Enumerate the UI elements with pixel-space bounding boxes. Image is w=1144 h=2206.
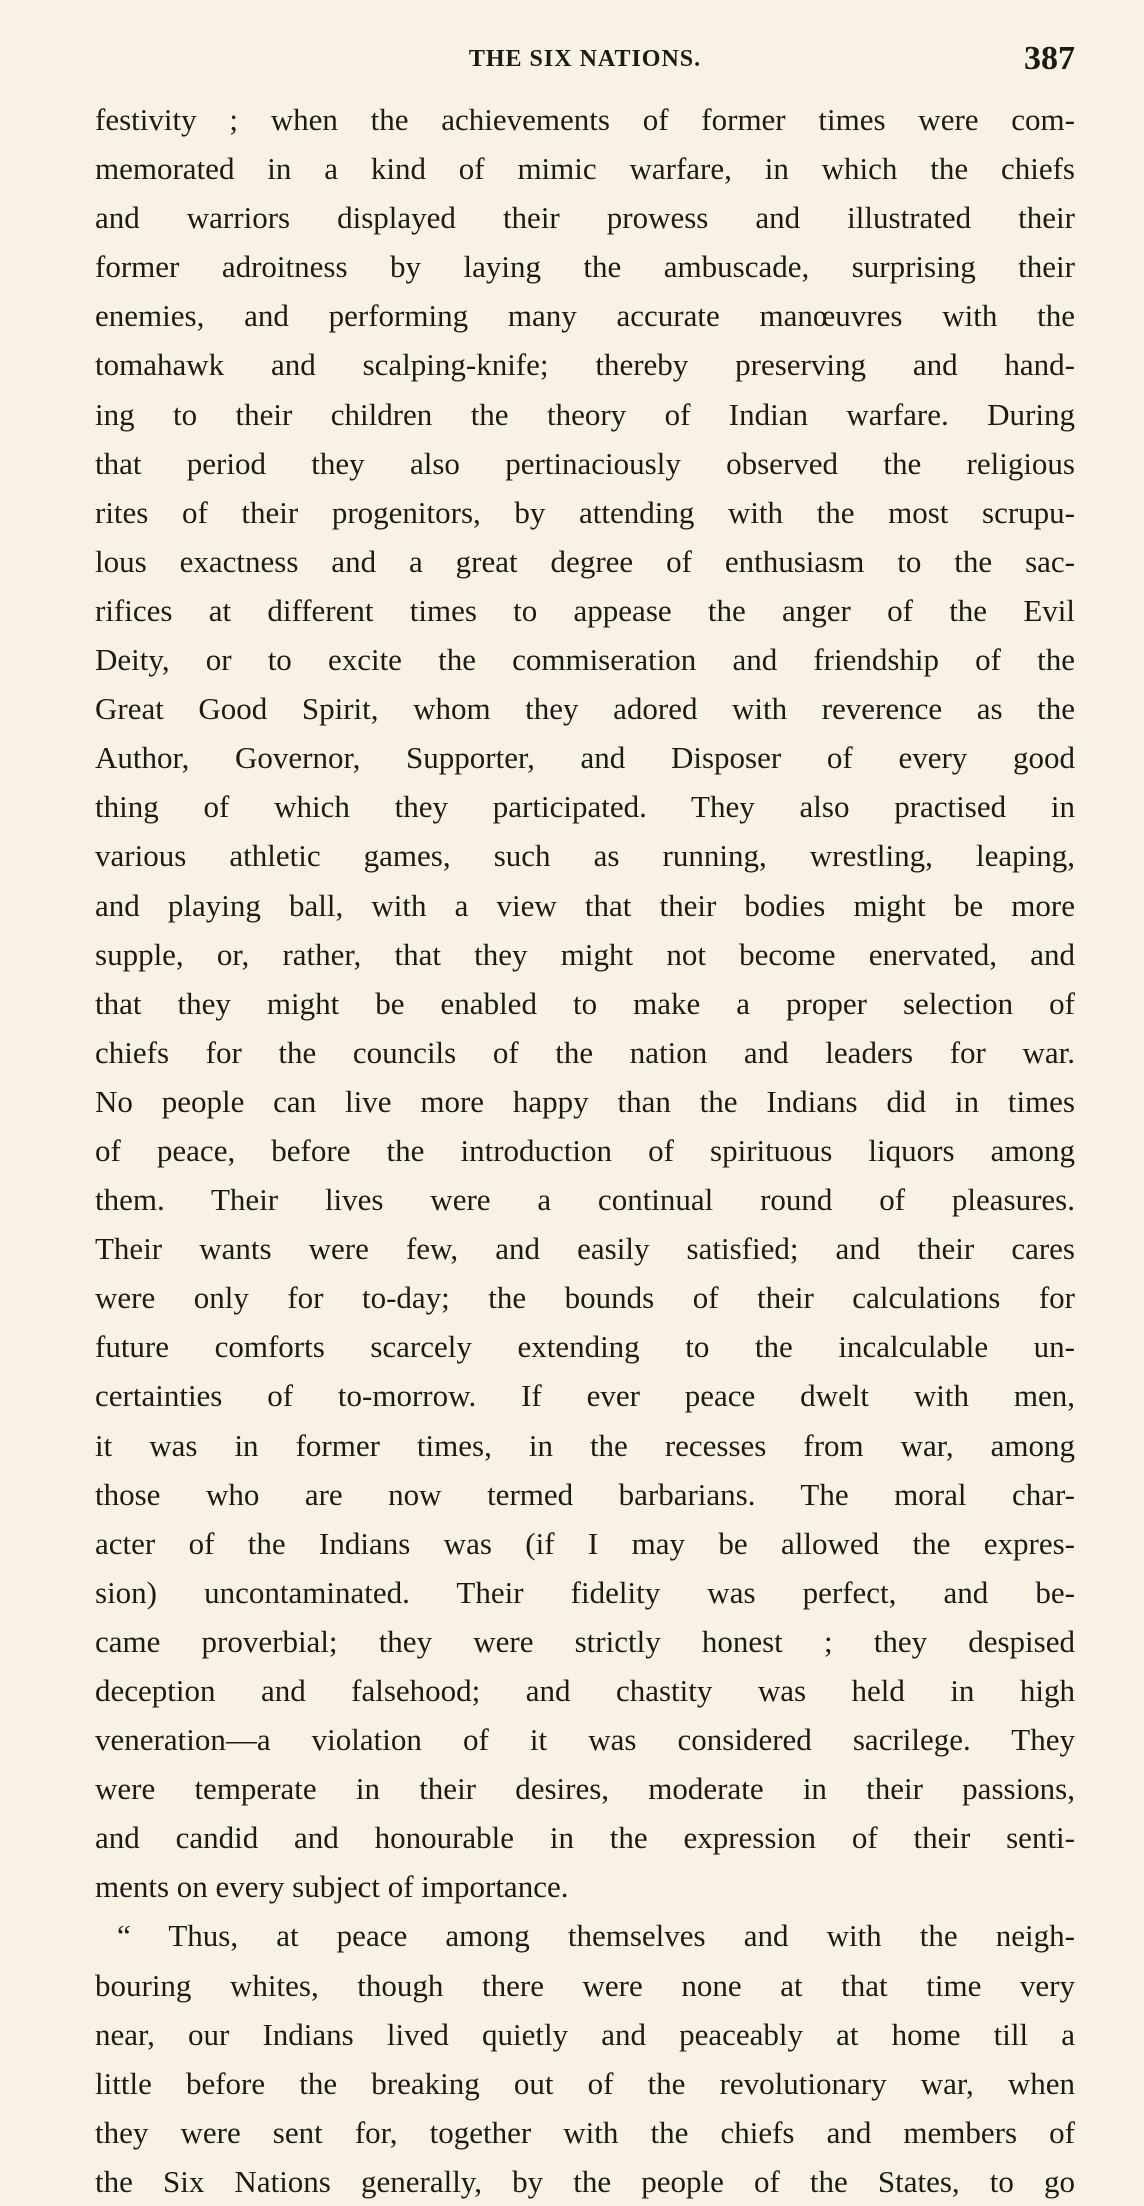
text-line: Deity, or to excite the commiseration and friendship of the — [95, 642, 1075, 678]
text-line: bouring whites, though there were none at that time very — [95, 1967, 1075, 2003]
text-line: and playing ball, with a view that their bodies might be more — [95, 887, 1075, 923]
text-line: festivity ; when the achievements of former times were com- — [95, 102, 1075, 137]
text-line: thing of which they participated. They also practised in — [95, 789, 1075, 825]
text-line: veneration—a violation of it was considered sacrilege. They — [95, 1722, 1075, 1758]
text-line: those who are now termed barbarians. The moral char- — [95, 1476, 1075, 1512]
text-line: various athletic games, such as running, wrestling, leaping, — [95, 838, 1075, 874]
text-line: rifices at different times to appease the anger of the Evil — [95, 592, 1075, 628]
page-number: 387 — [1024, 40, 1075, 77]
text-line: that they might be enabled to make a proper selection of — [95, 985, 1075, 1021]
text-line: chiefs for the councils of the nation and leaders for war. — [95, 1034, 1075, 1070]
text-line: supple, or, rather, that they might not become enervated, and — [95, 936, 1075, 972]
text-line: were only for to-day; the bounds of their calculations for — [95, 1280, 1075, 1316]
text-line: future comforts scarcely extending to the incalculable un- — [95, 1329, 1075, 1365]
text-line: enemies, and performing many accurate manœuvres with the — [95, 298, 1075, 334]
text-line: rites of their progenitors, by attending with the most scrupu- — [95, 494, 1075, 530]
text-line: the Six Nations generally, by the people of the States, to go — [95, 2163, 1075, 2199]
text-line: near, our Indians lived quietly and peaceably at home till a — [95, 2016, 1075, 2052]
text-line: sion) uncontaminated. Their fidelity was perfect, and be- — [95, 1574, 1075, 1610]
text-line: them. Their lives were a continual round of pleasures. — [95, 1182, 1075, 1218]
text-line: and warriors displayed their prowess and illustrated their — [95, 200, 1075, 236]
text-line: it was in former times, in the recesses from war, among — [95, 1427, 1075, 1463]
text-line: ments on every subject of importance. — [95, 1869, 569, 1905]
text-line: Their wants were few, and easily satisfied; and their cares — [95, 1231, 1075, 1267]
text-line: Great Good Spirit, whom they adored with reverence as the — [95, 691, 1075, 727]
text-line: of peace, before the introduction of spirituous liquors among — [95, 1132, 1075, 1168]
text-line: were temperate in their desires, moderate in their passions, — [95, 1771, 1075, 1807]
text-line: and candid and honourable in the expression of their senti- — [95, 1820, 1075, 1856]
text-line: former adroitness by laying the ambuscade, surprising their — [95, 249, 1075, 285]
text-line: little before the breaking out of the revolutionary war, when — [95, 2065, 1075, 2101]
text-line: certainties of to-morrow. If ever peace dwelt with men, — [95, 1378, 1075, 1414]
running-title: THE SIX NATIONS. — [468, 46, 702, 72]
text-line: came proverbial; they were strictly honest ; they despised — [95, 1623, 1075, 1659]
text-line: that period they also pertinaciously observed the religious — [95, 445, 1075, 481]
page-body — [95, 95, 1075, 2206]
text-line: Author, Governor, Supporter, and Disposer of every good — [95, 740, 1075, 776]
text-line: No people can live more happy than the Indians did in times — [95, 1083, 1075, 1119]
text-line: they were sent for, together with the chiefs and members of — [95, 2114, 1075, 2150]
text-line: acter of the Indians was (if I may be allowed the expres- — [95, 1525, 1075, 1561]
page-header — [95, 40, 1075, 80]
text-line: ing to their children the theory of Indian warfare. During — [95, 396, 1075, 432]
text-line: memorated in a kind of mimic warfare, in which the chiefs — [95, 151, 1075, 187]
text-line: “ Thus, at peace among themselves and with the neigh- — [117, 1918, 1075, 1954]
text-line: lous exactness and a great degree of enthusiasm to the sac- — [95, 543, 1075, 579]
text-line: deception and falsehood; and chastity was held in high — [95, 1673, 1075, 1708]
text-line: tomahawk and scalping-knife; thereby preserving and hand- — [95, 347, 1075, 383]
